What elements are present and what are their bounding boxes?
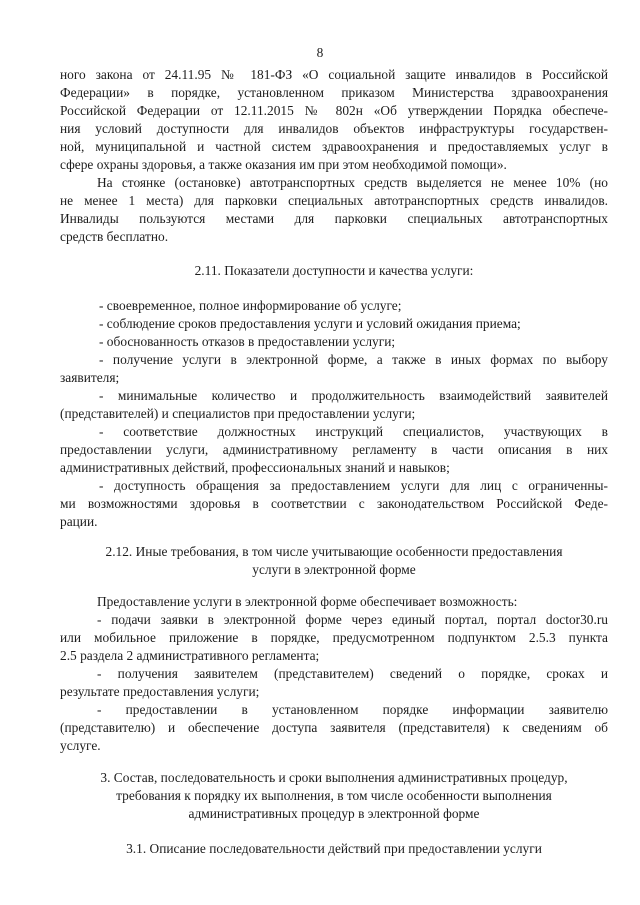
list-item: рации. — [60, 514, 98, 529]
paragraph-line: Инвалиды пользуются местами для парковки специальных автотранспортных — [60, 211, 608, 226]
list-item: - подачи заявки в электронной форме через единый портал, портал doctor30.ru — [97, 612, 608, 627]
section-heading-3: требования к порядку их выполнения, в том числе особенности выполнения — [116, 788, 552, 803]
section-heading-2-12: услуги в электронной форме — [252, 562, 416, 577]
section-heading-3-1: 3.1. Описание последовательности действий при предоставлении услуги — [126, 841, 542, 856]
list-item: - обоснованность отказов в предоставлении услуги; — [99, 334, 396, 349]
list-item: заявителя; — [60, 370, 120, 385]
section-heading-2-11: 2.11. Показатели доступности и качества услуги: — [194, 263, 474, 278]
paragraph-line: сфере охраны здоровья, а также оказания им при этом необходимой помощи». — [60, 157, 507, 172]
paragraph-line: средств бесплатно. — [60, 229, 169, 244]
section-heading-2-12: 2.12. Иные требования, в том числе учитывающие особенности предоставления — [105, 544, 563, 559]
paragraph-line: Федерации» в порядке, установленном приказом Министерства здравоохранения — [60, 85, 608, 100]
list-item: - получения заявителем (представителем) сведений о порядке, сроках и — [97, 666, 608, 681]
paragraph-line: ной, муниципальной и частной систем здравоохранения и предоставляемых услуг в — [60, 139, 608, 154]
list-item: 2.5 раздела 2 административного регламента; — [60, 648, 320, 663]
paragraph-line: На стоянке (остановке) автотранспортных средств выделяется не менее 10% (но — [97, 175, 608, 190]
paragraph-line: Предоставление услуги в электронной форме обеспечивает возможность: — [97, 594, 518, 609]
paragraph-line: Российской Федерации от 12.11.2015 № 802н «Об утверждении Порядка обеспече- — [60, 103, 608, 118]
list-item: - получение услуги в электронной форме, а также в иных формах по выбору — [99, 352, 608, 367]
list-item: (представителю) и обеспечение доступа заявителя (представителя) к сведениям об — [60, 720, 608, 735]
list-item: - своевременное, полное информирование об услуге; — [99, 298, 402, 313]
list-item: услуге. — [60, 738, 101, 753]
paragraph-line: ного закона от 24.11.95 № 181-ФЗ «О социальной защите инвалидов в Российской — [60, 67, 608, 82]
paragraph-line: ния условий доступности для инвалидов объектов инфраструктуры государствен- — [60, 121, 608, 136]
list-item: - предоставлении в установленном порядке информации заявителю — [97, 702, 608, 717]
paragraph-line: не менее 1 места) для парковки специальных автотранспортных средств инвалидов. — [60, 193, 608, 208]
list-item: - доступность обращения за предоставлением услуги для лиц с ограниченны- — [99, 478, 608, 493]
section-heading-3: административных процедур в электронной форме — [188, 806, 480, 821]
page-number: 8 — [316, 45, 324, 60]
list-item: - минимальные количество и продолжительность взаимодействий заявителей — [99, 388, 608, 403]
list-item: ми возможностями здоровья в соответствии с законодательством Российской Феде- — [60, 496, 608, 511]
list-item: результате предоставления услуги; — [60, 684, 260, 699]
list-item: - соблюдение сроков предоставления услуги и условий ожидания приема; — [99, 316, 521, 331]
list-item: - соответствие должностных инструкций специалистов, участвующих в — [99, 424, 608, 439]
section-heading-3: 3. Состав, последовательность и сроки выполнения административных процедур, — [100, 770, 568, 785]
list-item: (представителей) и специалистов при предоставлении услуги; — [60, 406, 416, 421]
list-item: административных действий, профессиональных знаний и навыков; — [60, 460, 450, 475]
list-item: предоставлении услуги, административному регламенту в части описания в них — [60, 442, 608, 457]
list-item: или мобильное приложение в порядке, предусмотренном подпунктом 2.5.3 пункта — [60, 630, 608, 645]
